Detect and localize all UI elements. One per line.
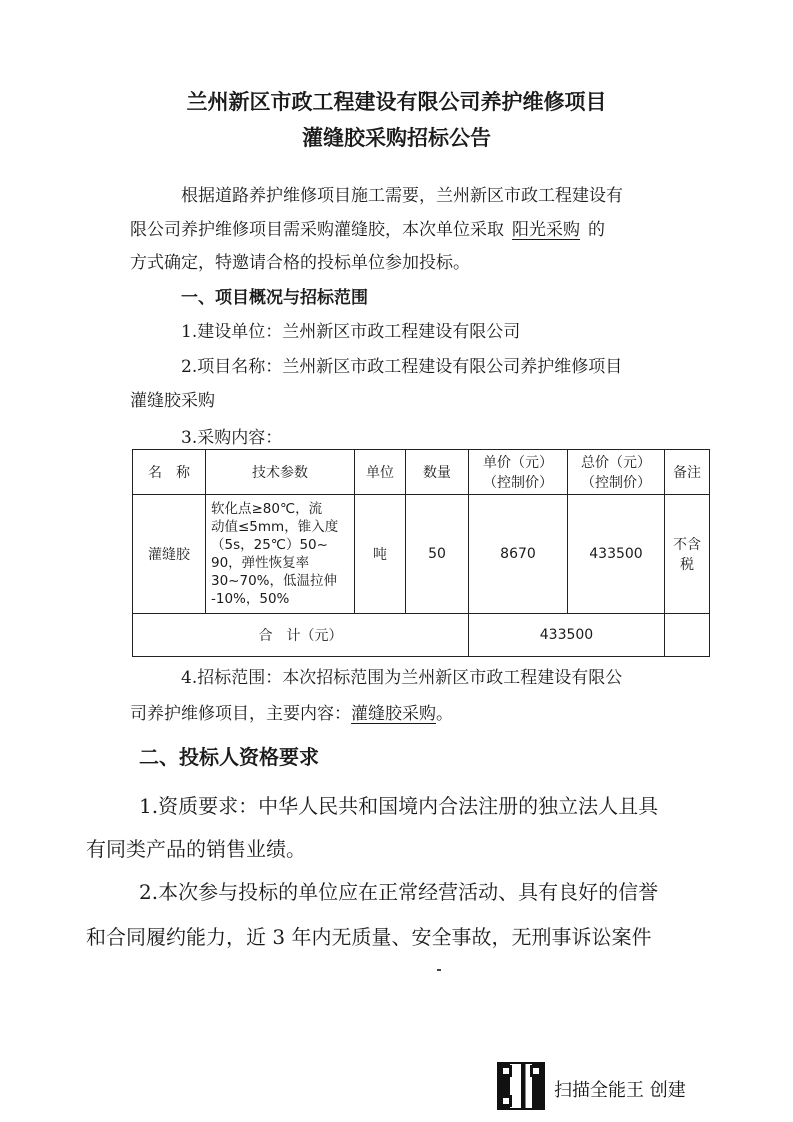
procurement-table [132, 449, 710, 657]
header-total-price-l1: 总价（元） [581, 455, 651, 471]
section1-item3: 3.采购内容： [181, 428, 283, 448]
section2-q2-line1: 2.本次参与投标的单位应在正常经营活动、具有良好的信誉 [139, 880, 659, 904]
cell-quantity: 50 [406, 495, 469, 614]
item4-line2 [130, 699, 453, 724]
header-name: 名 称 [133, 450, 206, 495]
header-total-price-l2: （控制价） [581, 475, 651, 491]
header-unit: 单位 [355, 450, 406, 495]
item4-line1: 4.招标范围：本次招标范围为兰州新区市政工程建设有限公 [181, 668, 623, 688]
cell-total-price: 433500 [568, 495, 665, 614]
cell-spec [206, 495, 355, 614]
cell-name: 灌缝胶 [133, 495, 206, 614]
item4-line2-a: 司养护维修项目，主要内容： [130, 704, 351, 724]
section1-heading: 一、项目概况与招标范围 [181, 288, 368, 308]
header-remark: 备注 [665, 450, 710, 495]
intro-line2-a: 限公司养护维修项目需采购灌缝胶，本次单位采取 [130, 220, 504, 240]
intro-line2 [130, 215, 605, 240]
total-remark [665, 614, 710, 657]
spec-line: 动值≤5mm，锥入度 [211, 519, 339, 535]
section2-q2-line2: 和合同履约能力，近 3 年内无质量、安全事故，无刑事诉讼案件 [86, 925, 652, 949]
header-total-price [568, 450, 665, 495]
title-line2: 灌缝胶采购招标公告 [302, 125, 491, 150]
section1-item1: 1.建设单位：兰州新区市政工程建设有限公司 [181, 322, 521, 342]
cell-remark: 不含税 [665, 495, 710, 614]
intro-line3: 方式确定，特邀请合格的投标单位参加投标。 [130, 253, 470, 273]
header-quantity: 数量 [406, 450, 469, 495]
section2-q1-line1: 1.资质要求：中华人民共和国境内合法注册的独立法人且具 [139, 794, 659, 818]
scan-speck [437, 969, 441, 971]
section1-item2-cont: 灌缝胶采购 [130, 391, 215, 411]
cell-unit: 吨 [355, 495, 406, 614]
header-unit-price-l1: 单价（元） [483, 455, 553, 471]
section2-heading: 二、投标人资格要求 [139, 745, 319, 769]
spec-line: 软化点≥80℃，流 [211, 501, 323, 517]
total-label: 合 计（元） [133, 614, 469, 657]
section2-q1-line2: 有同类产品的销售业绩。 [86, 837, 306, 861]
intro-line1: 根据道路养护维修项目施工需要，兰州新区市政工程建设有 [181, 186, 623, 206]
qr-code-icon [497, 1062, 545, 1110]
header-unit-price-l2: （控制价） [483, 475, 553, 491]
table-row [133, 495, 710, 614]
spec-line: -10%，50% [211, 591, 290, 607]
table-total-row [133, 614, 710, 657]
intro-line2-b: 的 [588, 220, 605, 240]
spec-line: （5s，25℃）50~ [211, 537, 328, 553]
section1-item2: 2.项目名称：兰州新区市政工程建设有限公司养护维修项目 [181, 357, 623, 377]
table-header-row [133, 450, 710, 495]
purchase-method: 阳光采购 [512, 220, 580, 240]
total-value: 433500 [469, 614, 665, 657]
spec-line: 30~70%，低温拉伸 [211, 573, 337, 589]
title-line1: 兰州新区市政工程建设有限公司养护维修项目 [186, 89, 607, 114]
cell-unit-price: 8670 [469, 495, 568, 614]
header-spec: 技术参数 [206, 450, 355, 495]
header-unit-price [469, 450, 568, 495]
spec-line: 90，弹性恢复率 [211, 555, 310, 571]
main-content: 灌缝胶采购 [351, 704, 436, 724]
item4-line2-b: 。 [436, 704, 453, 724]
scanner-watermark: 扫描全能王 创建 [554, 1080, 686, 1101]
